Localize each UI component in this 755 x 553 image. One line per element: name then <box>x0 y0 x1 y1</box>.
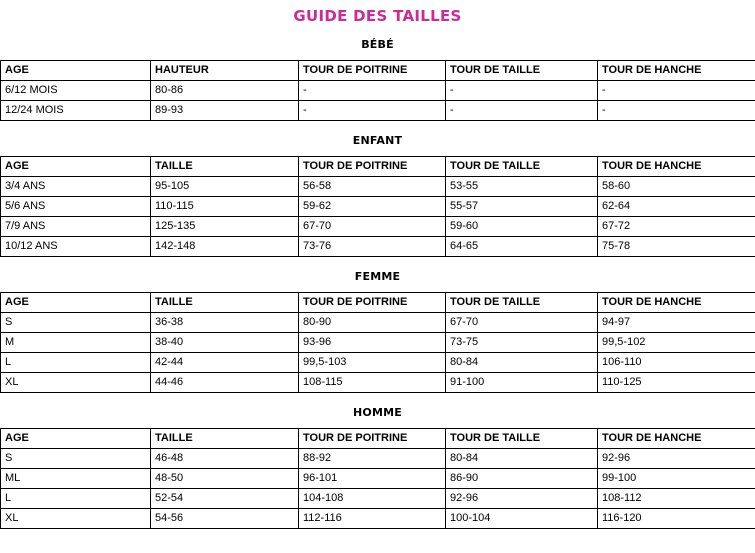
table-cell: 108-112 <box>598 489 755 509</box>
sections-container <box>0 25 755 529</box>
table-cell: 44-46 <box>151 373 299 393</box>
table-cell: - <box>446 101 598 121</box>
column-header: TOUR DE POITRINE <box>299 61 446 81</box>
table-cell: 80-84 <box>446 353 598 373</box>
column-header: TOUR DE POITRINE <box>299 429 446 449</box>
table-row <box>1 237 755 257</box>
table-row <box>1 197 755 217</box>
table-row <box>1 449 755 469</box>
table-cell: 54-56 <box>151 509 299 529</box>
table-row <box>1 373 755 393</box>
table-cell: 73-76 <box>299 237 446 257</box>
table-cell: 108-115 <box>299 373 446 393</box>
column-header: TOUR DE TAILLE <box>446 429 598 449</box>
table-row <box>1 217 755 237</box>
table-cell: 93-96 <box>299 333 446 353</box>
table-cell: 42-44 <box>151 353 299 373</box>
table-cell: 73-75 <box>446 333 598 353</box>
table-cell: 38-40 <box>151 333 299 353</box>
table-cell: 110-115 <box>151 197 299 217</box>
table-cell: 92-96 <box>446 489 598 509</box>
table-cell: 80-86 <box>151 81 299 101</box>
column-header: TOUR DE POITRINE <box>299 293 446 313</box>
table-cell: XL <box>1 509 151 529</box>
table-cell: 110-125 <box>598 373 755 393</box>
table-cell: 10/12 ANS <box>1 237 151 257</box>
table-cell: 92-96 <box>598 449 755 469</box>
table-cell: 12/24 MOIS <box>1 101 151 121</box>
table-header-row <box>1 429 755 449</box>
table-cell: 86-90 <box>446 469 598 489</box>
table-cell: L <box>1 353 151 373</box>
section-heading: HOMME <box>0 393 755 428</box>
table-cell: 67-70 <box>299 217 446 237</box>
column-header: TOUR DE TAILLE <box>446 61 598 81</box>
table-cell: 55-57 <box>446 197 598 217</box>
column-header: TOUR DE HANCHE <box>598 157 755 177</box>
table-cell: 91-100 <box>446 373 598 393</box>
table-cell: 99-100 <box>598 469 755 489</box>
table-cell: 75-78 <box>598 237 755 257</box>
column-header: TOUR DE HANCHE <box>598 293 755 313</box>
size-table <box>0 60 755 121</box>
table-header-row <box>1 157 755 177</box>
section-heading: ENFANT <box>0 121 755 156</box>
column-header: AGE <box>1 429 151 449</box>
table-cell: 94-97 <box>598 313 755 333</box>
column-header: TAILLE <box>151 429 299 449</box>
size-table <box>0 428 755 529</box>
table-cell: 59-60 <box>446 217 598 237</box>
table-cell: - <box>598 81 755 101</box>
table-header-row <box>1 293 755 313</box>
table-cell: XL <box>1 373 151 393</box>
table-cell: 112-116 <box>299 509 446 529</box>
table-row <box>1 353 755 373</box>
table-cell: 48-50 <box>151 469 299 489</box>
table-cell: S <box>1 313 151 333</box>
column-header: TAILLE <box>151 293 299 313</box>
table-cell: 142-148 <box>151 237 299 257</box>
table-cell: 116-120 <box>598 509 755 529</box>
table-cell: 56-58 <box>299 177 446 197</box>
table-cell: 3/4 ANS <box>1 177 151 197</box>
table-cell: L <box>1 489 151 509</box>
table-cell: 52-54 <box>151 489 299 509</box>
table-cell: 80-90 <box>299 313 446 333</box>
table-cell: 125-135 <box>151 217 299 237</box>
table-row <box>1 509 755 529</box>
table-cell: 100-104 <box>446 509 598 529</box>
table-cell: - <box>299 101 446 121</box>
table-cell: M <box>1 333 151 353</box>
column-header: TOUR DE HANCHE <box>598 61 755 81</box>
table-cell: 58-60 <box>598 177 755 197</box>
table-cell: - <box>598 101 755 121</box>
table-cell: 95-105 <box>151 177 299 197</box>
table-cell: ML <box>1 469 151 489</box>
table-cell: - <box>299 81 446 101</box>
table-row <box>1 333 755 353</box>
table-cell: 62-64 <box>598 197 755 217</box>
column-header: TOUR DE TAILLE <box>446 157 598 177</box>
size-table <box>0 292 755 393</box>
table-cell: 96-101 <box>299 469 446 489</box>
table-row <box>1 469 755 489</box>
table-cell: 104-108 <box>299 489 446 509</box>
size-table <box>0 156 755 257</box>
table-header-row <box>1 61 755 81</box>
column-header: HAUTEUR <box>151 61 299 81</box>
column-header: AGE <box>1 157 151 177</box>
table-cell: 59-62 <box>299 197 446 217</box>
table-row <box>1 313 755 333</box>
table-cell: 88-92 <box>299 449 446 469</box>
section-heading: FEMME <box>0 257 755 292</box>
table-row <box>1 101 755 121</box>
table-cell: 67-70 <box>446 313 598 333</box>
section-heading: BÉBÉ <box>0 25 755 60</box>
table-cell: 7/9 ANS <box>1 217 151 237</box>
column-header: TOUR DE HANCHE <box>598 429 755 449</box>
table-row <box>1 81 755 101</box>
table-cell: 64-65 <box>446 237 598 257</box>
table-cell: 99,5-102 <box>598 333 755 353</box>
column-header: TAILLE <box>151 157 299 177</box>
table-cell: 80-84 <box>446 449 598 469</box>
table-row <box>1 177 755 197</box>
table-cell: 6/12 MOIS <box>1 81 151 101</box>
column-header: AGE <box>1 61 151 81</box>
table-cell: 53-55 <box>446 177 598 197</box>
column-header: AGE <box>1 293 151 313</box>
table-cell: 89-93 <box>151 101 299 121</box>
column-header: TOUR DE TAILLE <box>446 293 598 313</box>
table-cell: 99,5-103 <box>299 353 446 373</box>
column-header: TOUR DE POITRINE <box>299 157 446 177</box>
size-guide-page <box>0 7 755 529</box>
table-cell: 5/6 ANS <box>1 197 151 217</box>
table-cell: 46-48 <box>151 449 299 469</box>
page-title: GUIDE DES TAILLES <box>0 7 755 25</box>
table-cell: - <box>446 81 598 101</box>
table-cell: S <box>1 449 151 469</box>
table-cell: 106-110 <box>598 353 755 373</box>
table-cell: 36-38 <box>151 313 299 333</box>
table-row <box>1 489 755 509</box>
table-cell: 67-72 <box>598 217 755 237</box>
